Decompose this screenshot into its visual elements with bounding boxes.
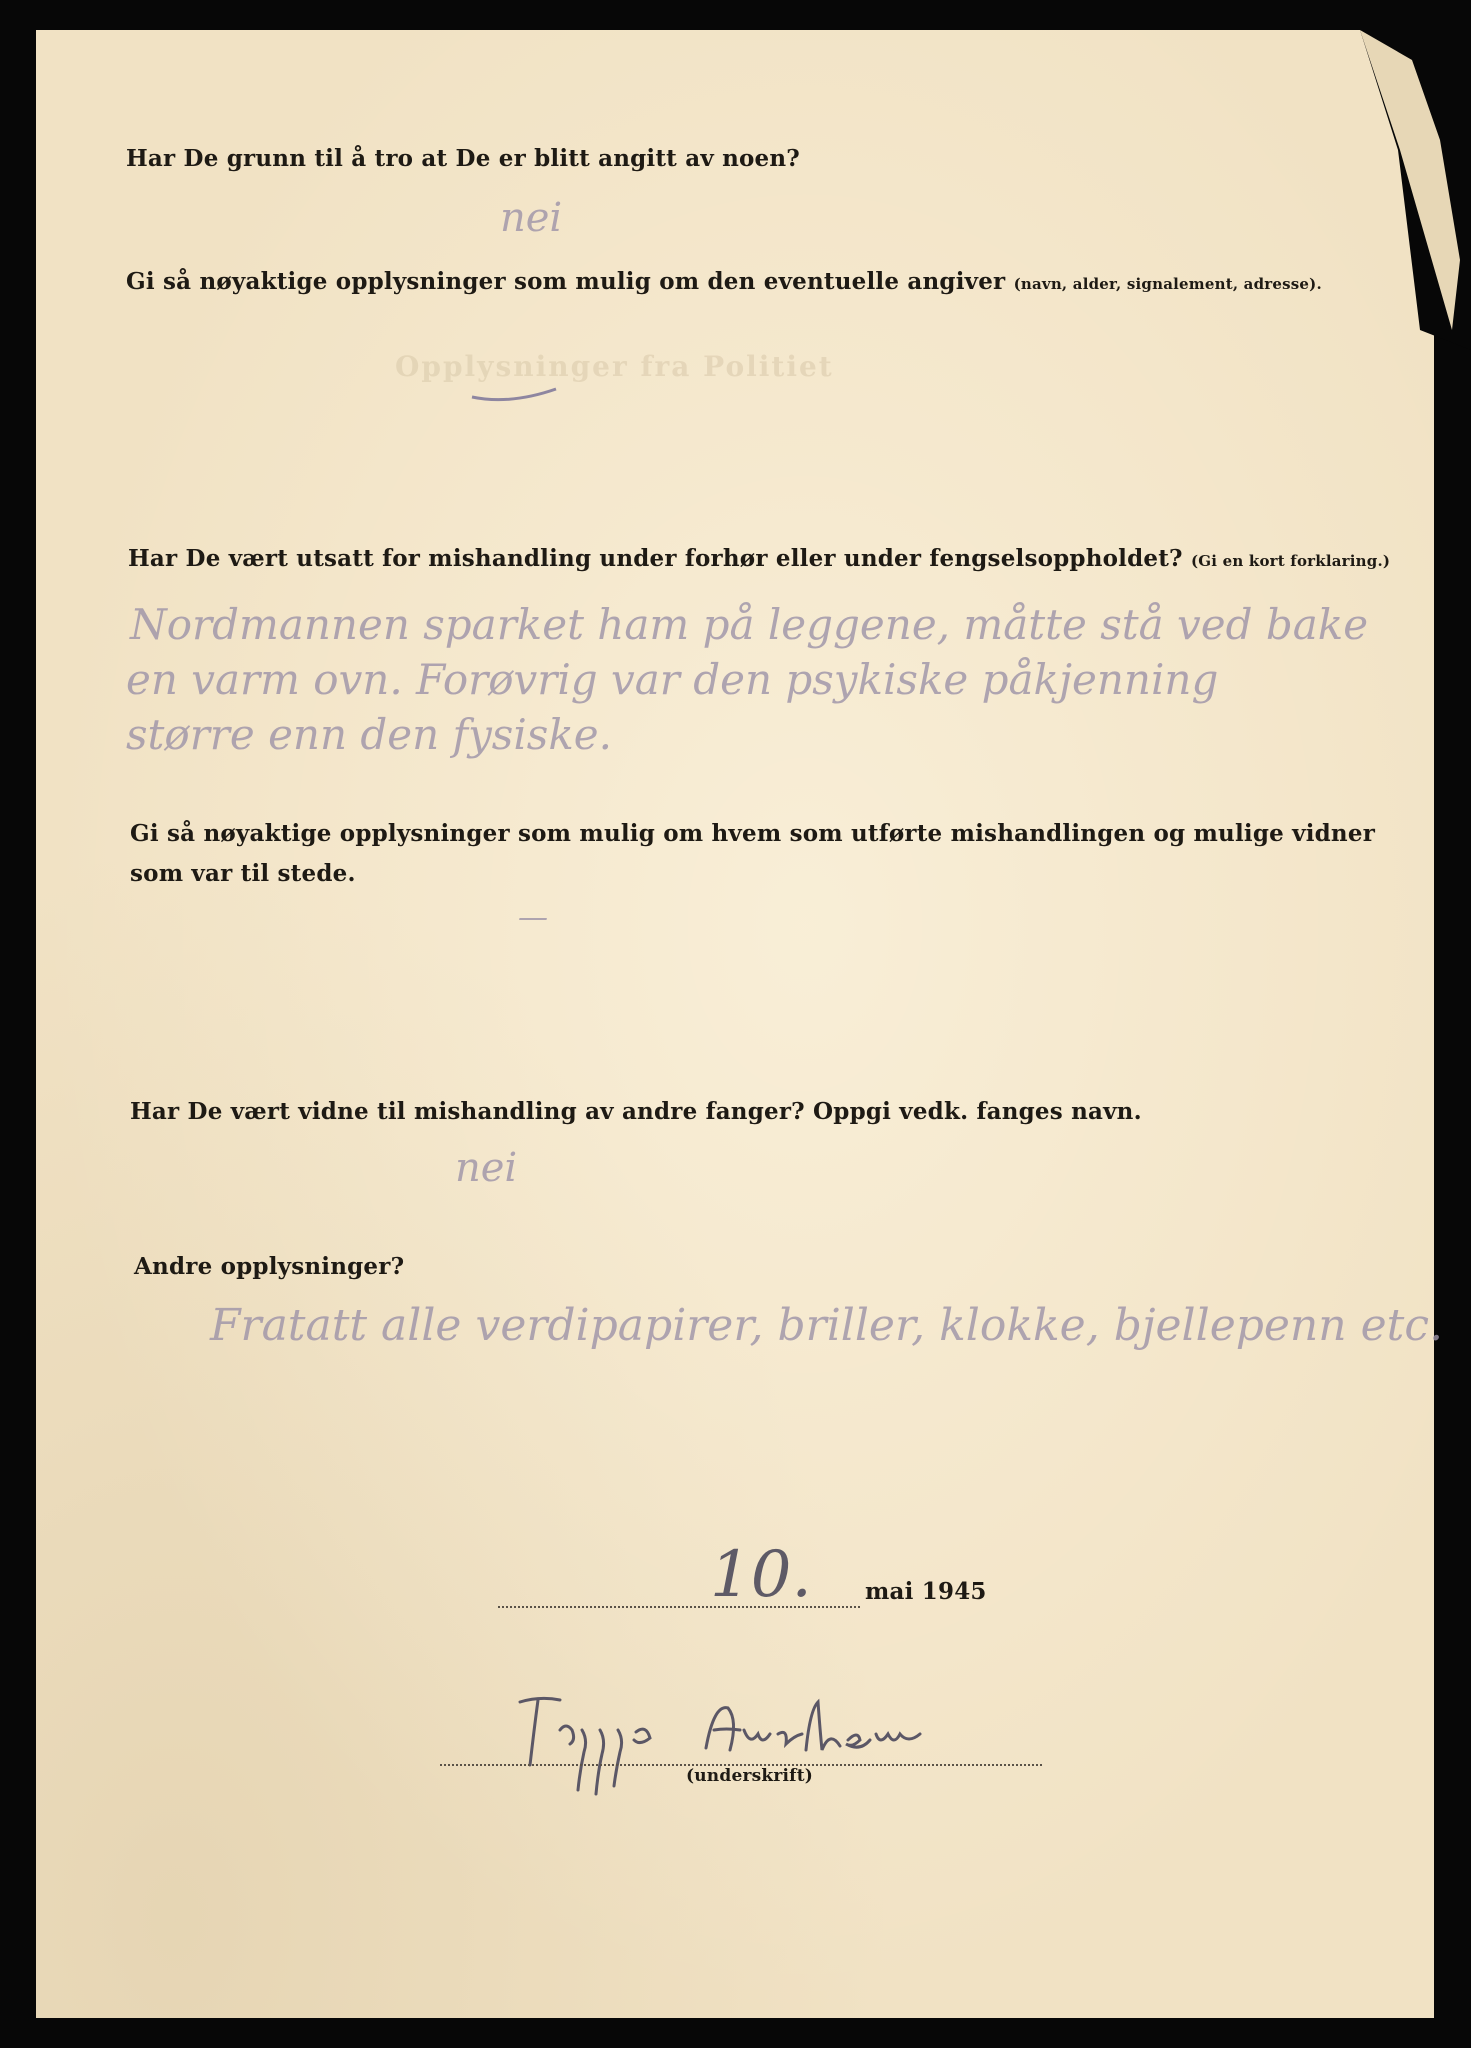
signature-label: (underskrift) <box>686 1766 813 1786</box>
answer-denounced: nei <box>500 195 563 241</box>
answer-other-info: Fratatt alle verdipapirer, briller, klokke, bjellepenn etc. <box>210 1300 1443 1351</box>
folded-corner <box>1360 30 1471 350</box>
question-mistreatment <box>128 545 1390 572</box>
question-denounced: Har De grunn til å tro at De er blitt angitt av noen? <box>126 145 800 172</box>
answer-perpetrators: — <box>518 900 548 935</box>
question-mistreatment-note: (Gi en kort forklaring.) <box>1190 552 1391 570</box>
question-informer-details <box>126 268 1322 295</box>
answer-mistreatment-line-2: en varm ovn. Forøvrig var den psykiske påkjenning <box>126 655 1219 704</box>
answer-mistreatment-line-3: større enn den fysiske. <box>126 710 612 759</box>
question-perpetrators-line-1: Gi så nøyaktige opplysninger som mulig om hvem som utførte mishandlingen og mulige vidner <box>130 820 1376 847</box>
answer-mistreatment-line-1: Nordmannen sparket ham på leggene, måtte stå ved bake <box>130 600 1369 649</box>
date-day: 10. <box>710 1538 812 1612</box>
question-informer-main: Gi så nøyaktige opplysninger som mulig om den eventuelle angiver <box>126 268 1006 295</box>
question-perpetrators-line-2: som var til stede. <box>130 860 356 887</box>
faded-heading: Opplysninger fra Politiet <box>395 350 834 383</box>
question-informer-note: (navn, alder, signalement, adresse). <box>1013 275 1322 293</box>
answer-witness: nei <box>455 1145 518 1191</box>
date-dotted-line <box>498 1606 860 1608</box>
date-month-year: mai 1945 <box>865 1578 987 1605</box>
question-witness: Har De vært vidne til mishandling av andre fanger? Oppgi vedk. fanges navn. <box>130 1098 1142 1125</box>
pencil-stroke <box>470 385 560 405</box>
question-other-info: Andre opplysninger? <box>134 1253 405 1280</box>
question-mistreatment-main: Har De vært utsatt for mishandling under forhør eller under fengselsoppholdet? <box>128 545 1183 572</box>
